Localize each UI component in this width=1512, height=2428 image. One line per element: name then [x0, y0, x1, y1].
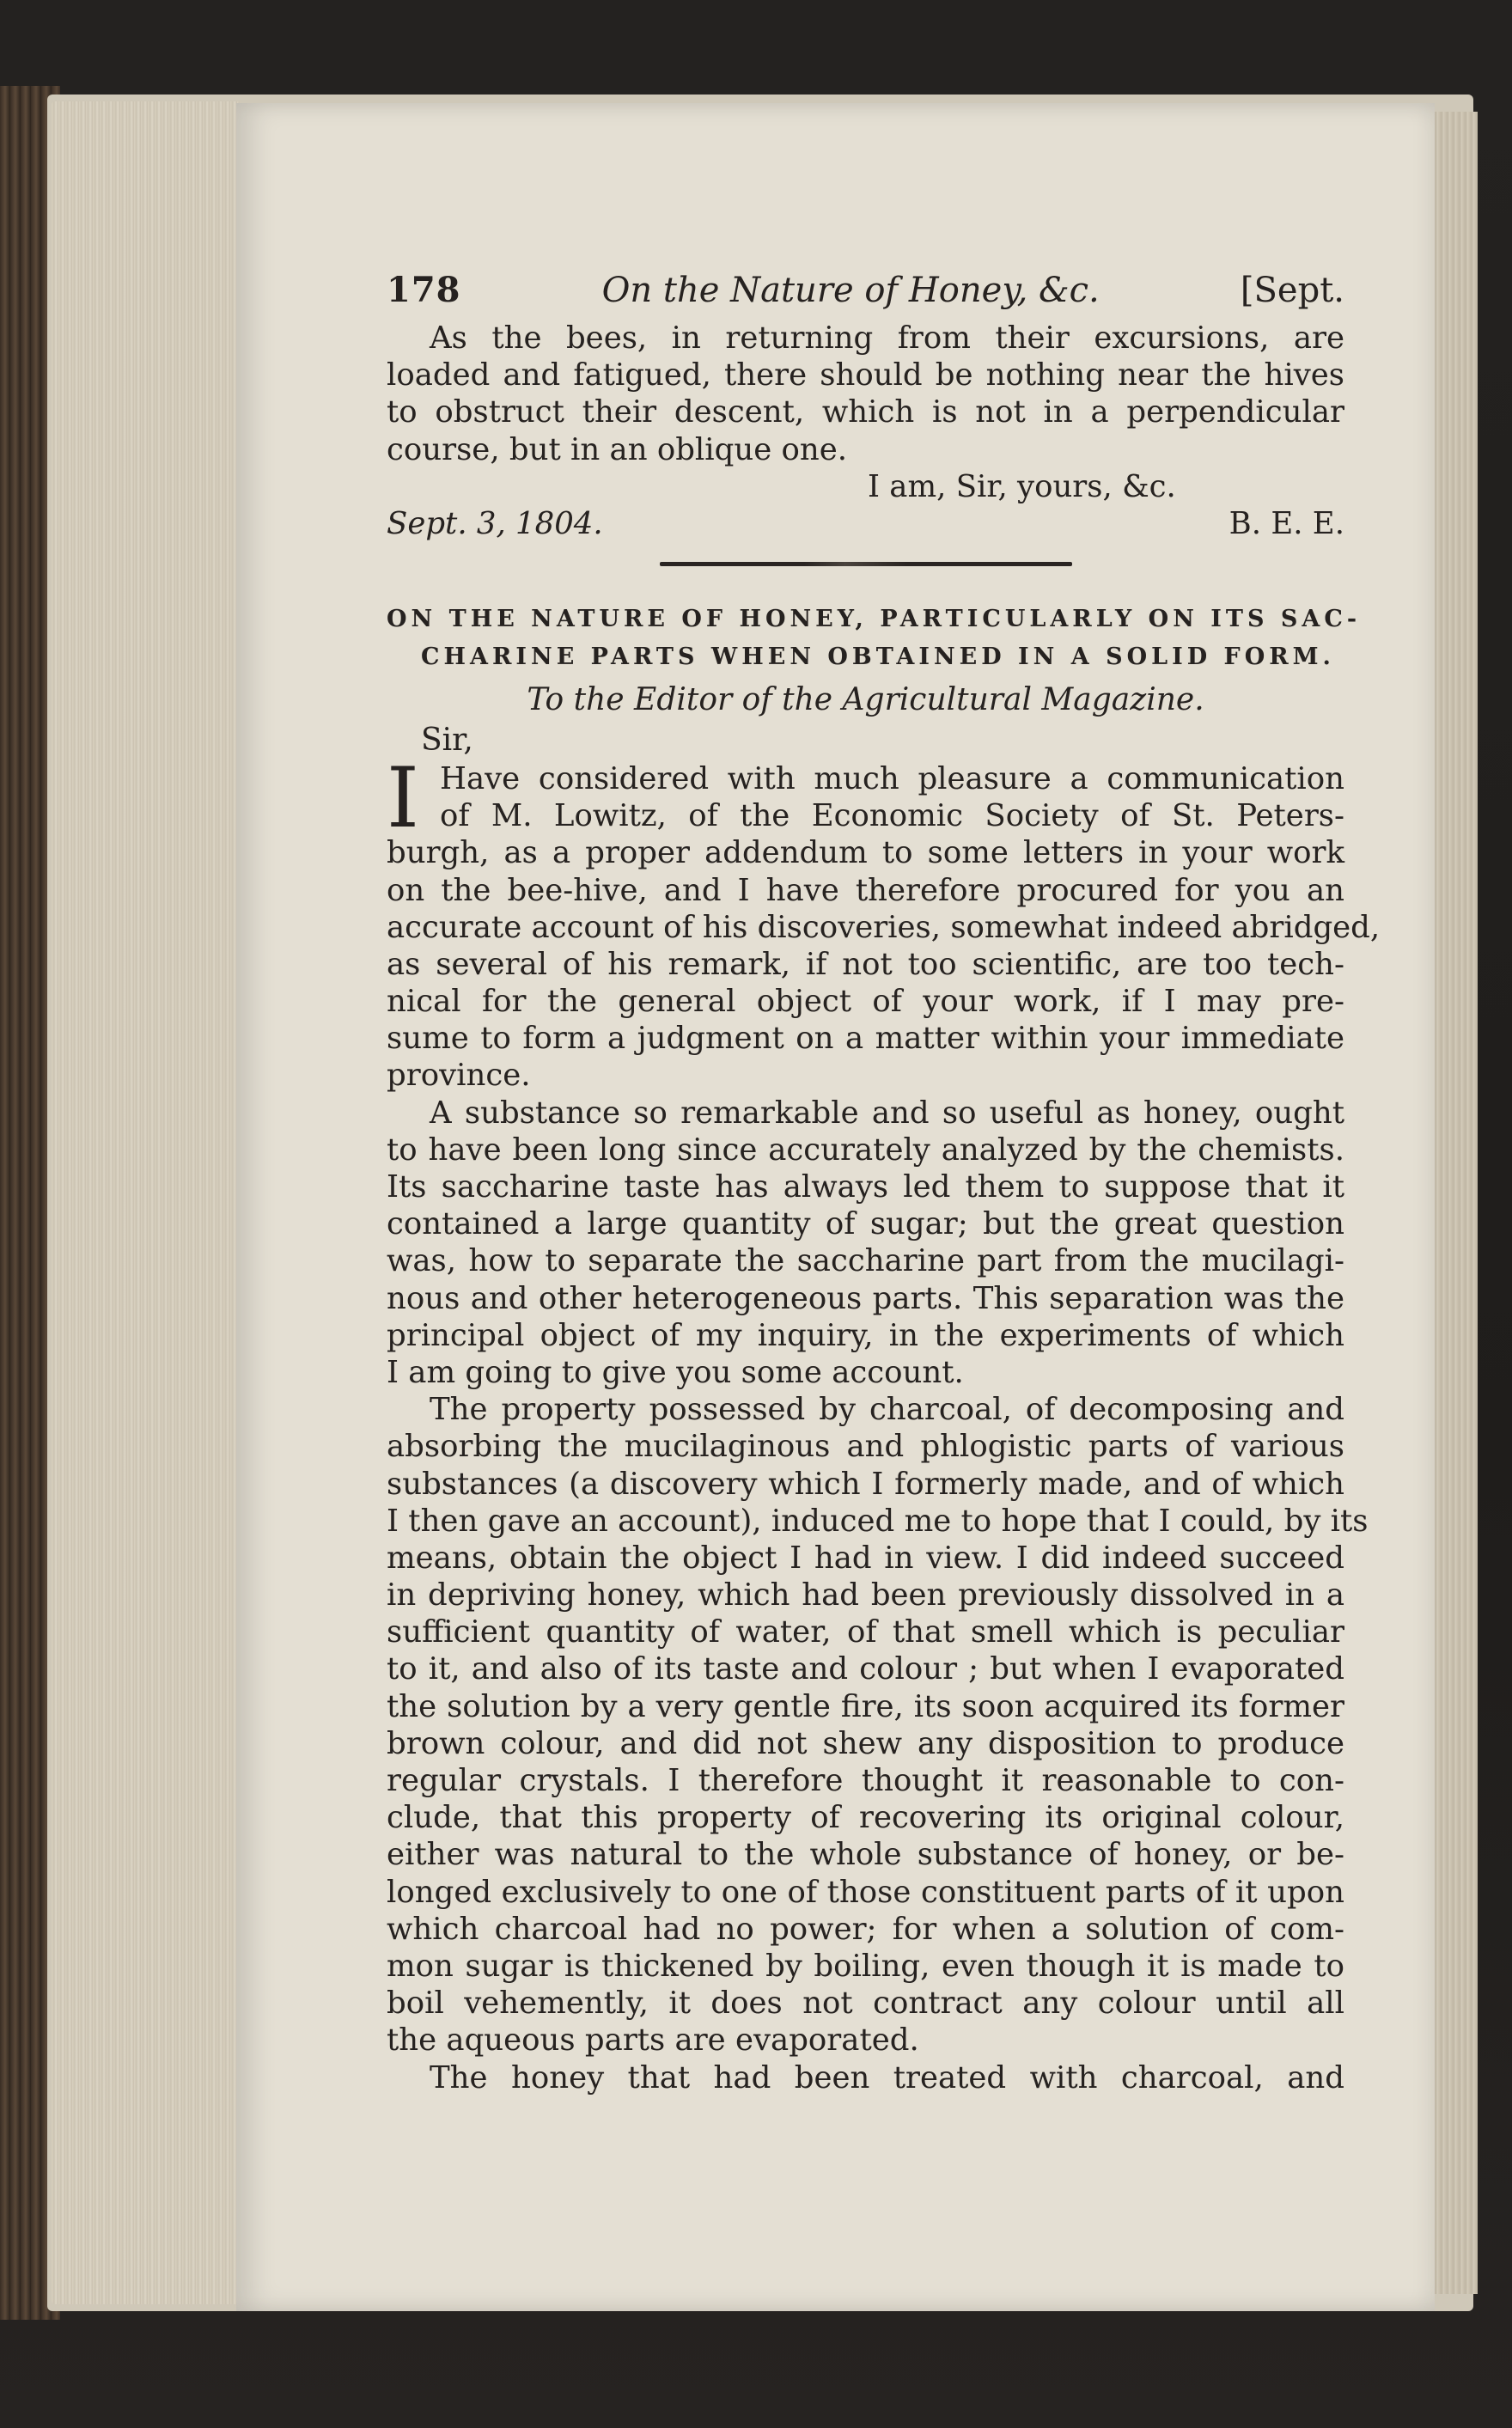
first-paragraph [387, 749, 1381, 1095]
text-line: to obstruct their descent, which is not in a perpendicular [387, 394, 1344, 430]
text-line: The honey that had been treated with charcoal, and [430, 2059, 1344, 2096]
text-line: as several of his remark, if not too scientific, are too tech- [387, 946, 1344, 982]
text-line: was, how to separate the saccharine part from the mucilagi- [387, 1243, 1344, 1279]
text-line: clude, that this property of recovering its original colour, [387, 1800, 1344, 1836]
closing: I am, Sir, yours, &c. [868, 468, 1176, 504]
text-line: absorbing the mucilaginous and phlogistic parts of various [387, 1429, 1344, 1465]
text-line: course, but in an oblique one. [387, 431, 848, 467]
text-line: mon sugar is thickened by boiling, even though it is made to [387, 1948, 1344, 1984]
editor-address: To the Editor of the Agricultural Magazine. [527, 681, 1204, 717]
text-line: I then gave an account), induced me to hope that I could, by its [387, 1503, 1369, 1539]
page-edges-left [52, 101, 241, 2304]
text-line: Have considered with much pleasure a communication [440, 760, 1344, 796]
text-line: The property possessed by charcoal, of decomposing and [430, 1392, 1344, 1428]
article-heading: ON THE NATURE OF HONEY, PARTICULARLY ON ITS SAC- [387, 605, 1362, 632]
text-line: burgh, as a proper addendum to some letters in your work [387, 835, 1344, 871]
text-line: regular crystals. I therefore thought it reasonable to con- [387, 1763, 1344, 1798]
text-line: brown colour, and did not shew any disposition to produce [387, 1725, 1344, 1761]
text-line: either was natural to the whole substance of honey, or be- [387, 1837, 1344, 1873]
text-line: principal object of my inquiry, in the experiments of which [387, 1317, 1344, 1353]
text-line: I am going to give you some account. [387, 1354, 964, 1390]
text-line: which charcoal had no power; for when a solution of com- [387, 1911, 1344, 1947]
text-line: longed exclusively to one of those constituent parts of it upon [387, 1874, 1344, 1910]
running-title: On the Nature of Honey, &c. [601, 271, 1100, 310]
article-heading-continued: CHARINE PARTS WHEN OBTAINED IN A SOLID FORM. [421, 643, 1335, 670]
text-line: the solution by a very gentle fire, its soon acquired its former [387, 1688, 1344, 1724]
text-line: sufficient quantity of water, of that smell which is peculiar [387, 1614, 1344, 1650]
third-paragraph [387, 1391, 1369, 2059]
text-line: accurate account of his discoveries, somewhat indeed abridged, [387, 909, 1381, 945]
text-line: to have been long since accurately analyzed by the chemists. [387, 1132, 1344, 1168]
text-line: A substance so remarkable and so useful as honey, ought [430, 1095, 1344, 1131]
page-text [387, 266, 1381, 2096]
text-line: sume to form a judgment on a matter within your immediate [387, 1021, 1344, 1057]
text-line: nous and other heterogeneous parts. This separation was the [387, 1280, 1344, 1316]
letter-date: Sept. 3, 1804. [387, 505, 603, 541]
drop-cap: I [387, 749, 419, 846]
text-line: contained a large quantity of sugar; but the great question [387, 1206, 1344, 1242]
section-rule [660, 562, 1072, 566]
dateline [387, 505, 1344, 546]
text-line: boil vehemently, it does not contract any colour until all [387, 1986, 1344, 2022]
running-month: [Sept. [1240, 271, 1344, 310]
text-line: As the bees, in returning from their excursions, are [430, 320, 1344, 356]
page-number: 178 [387, 270, 461, 310]
text-line: loaded and fatigued, there should be nothing near the hives [387, 357, 1344, 393]
text-line: province. [387, 1058, 531, 1094]
text-line: means, obtain the object I had in view. I did indeed succeed [387, 1540, 1344, 1576]
text-line: substances (a discovery which I formerly made, and of which [387, 1466, 1344, 1502]
text-line: Its saccharine taste has always led them to suppose that it [387, 1169, 1344, 1205]
text-line: to it, and also of its taste and colour ; but when I evaporated [387, 1651, 1344, 1687]
text-line: of M. Lowitz, of the Economic Society of St. Peters- [440, 798, 1344, 834]
text-line: the aqueous parts are evaporated. [387, 2022, 919, 2059]
previous-letter-end [387, 320, 1344, 546]
text-line: nical for the general object of your work, if I may pre- [387, 984, 1344, 1020]
fourth-paragraph [387, 2059, 1344, 2096]
second-paragraph [387, 1095, 1344, 1392]
text-line: in depriving honey, which had been previously dissolved in a [387, 1577, 1344, 1614]
salutation: Sir, [421, 722, 473, 758]
signature: B. E. E. [1228, 505, 1344, 541]
text-line: on the bee-hive, and I have therefore procured for you an [387, 872, 1344, 908]
running-head [387, 266, 1344, 320]
